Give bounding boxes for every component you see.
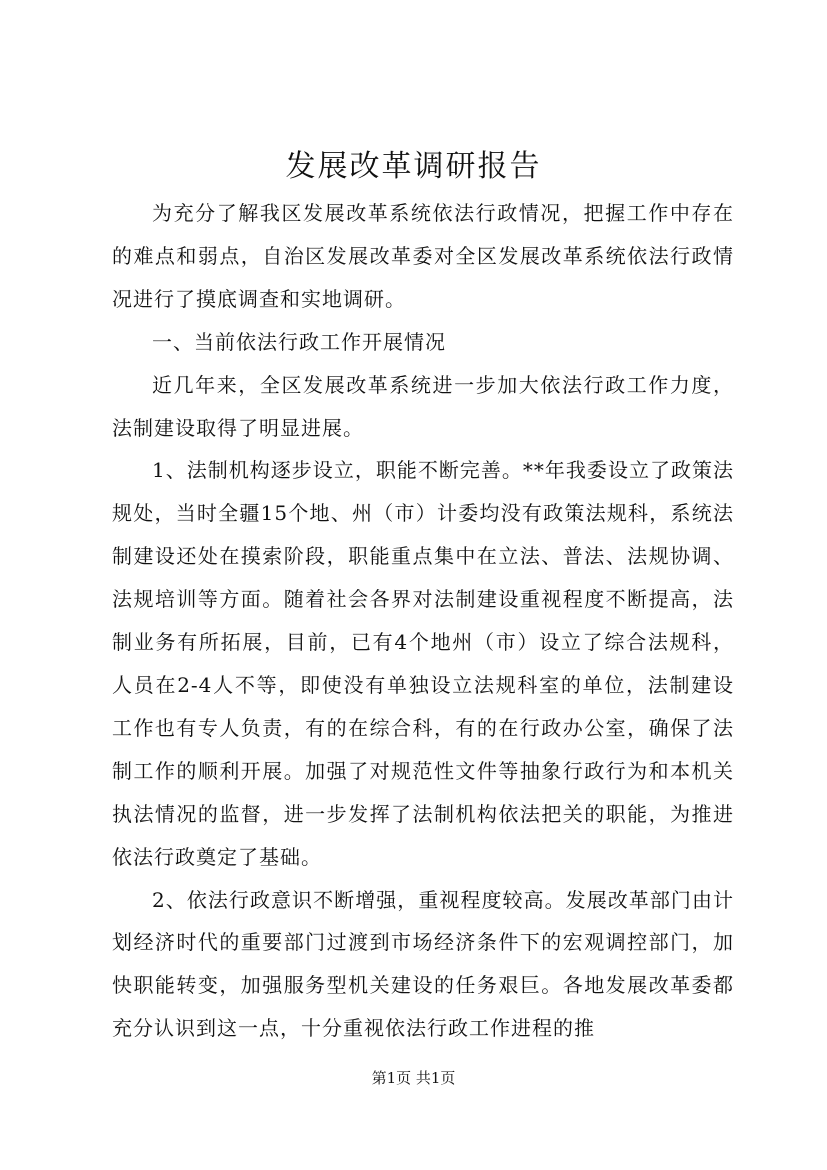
paragraph-point-2: 2、依法行政意识不断增强，重视程度较高。发展改革部门由计划经济时代的重要部门过渡到市场经济条件下的宏观调控部门，加快职能转变，加强服务型机关建设的任务艰巨。各地发展改革委都充分认识到这一点，十分重视依法行政工作进程的推 [112, 887, 734, 1041]
paragraph-intro: 为充分了解我区发展改革系统依法行政情况，把握工作中存在的难点和弱点，自治区发展改革委对全区发展改革系统依法行政情况进行了摸底调查和实地调研。 [112, 201, 734, 311]
page-footer: 第1页 共1页 [371, 1069, 456, 1087]
document-body [112, 192, 734, 1050]
section-heading: 一、当前依法行政工作开展情况 [152, 329, 446, 354]
paragraph-overview: 近几年来，全区发展改革系统进一步加大依法行政工作力度，法制建设取得了明显进展。 [112, 372, 734, 440]
document-title: 发展改革调研报告 [285, 149, 542, 184]
paragraph-point-1: 1、法制机构逐步设立，职能不断完善。**年我委设立了政策法规处，当时全疆15个地、州（市）计委均没有政策法规科，系统法制建设还处在摸索阶段，职能重点集中在立法、普法、法规协调、法规培训等方面。随着社会各界对法制建设重视程度不断提高，法制业务有所拓展，目前，已有4个地州（市）设立了综合法规科，人员在2-4人不等，即使没有单独设立法规科室的单位，法制建设工作也有专人负责，有的在综合科，有的在行政办公室，确保了法制工作的顺利开展。加强了对规范性文件等抽象行政行为和本机关执法情况的监督，进一步发挥了法制机构依法把关的职能，为推进依法行政奠定了基础。 [112, 458, 734, 869]
